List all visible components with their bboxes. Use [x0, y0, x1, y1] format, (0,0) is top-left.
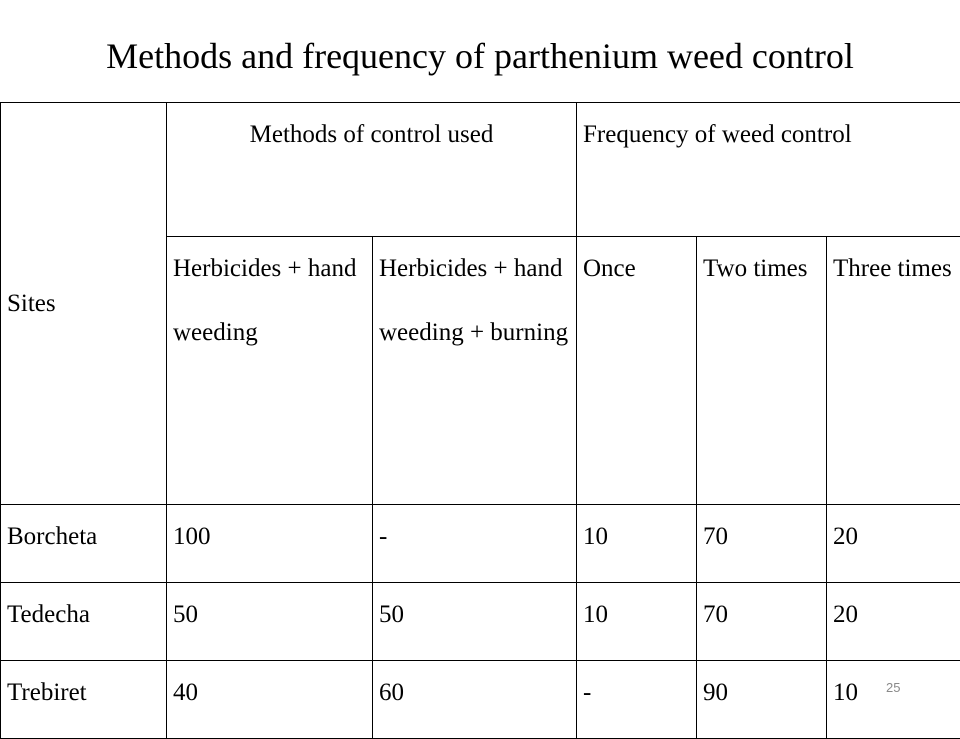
table-cell: 70: [697, 505, 827, 583]
sub-header-herbicides-hand-weeding-burning: Herbicides + hand weeding + burning: [373, 237, 577, 505]
frequency-header: Frequency of weed control: [577, 103, 960, 237]
table-cell: 90: [697, 661, 827, 739]
table-cell: -: [373, 505, 577, 583]
table-row: [1, 505, 960, 583]
sub-header-once: Once: [577, 237, 697, 505]
table-cell: 10: [827, 661, 960, 739]
site-name: Tedecha: [1, 583, 167, 661]
table-cell: 70: [697, 583, 827, 661]
sub-header-herbicides-hand-weeding: Herbicides + hand weeding: [167, 237, 373, 505]
page-number: 25: [886, 680, 900, 695]
table-cell: 40: [167, 661, 373, 739]
table-cell: 100: [167, 505, 373, 583]
methods-header: Methods of control used: [167, 103, 577, 237]
sub-header-three-times: Three times: [827, 237, 960, 505]
table-cell: 10: [577, 583, 697, 661]
table-cell: 50: [167, 583, 373, 661]
table-cell: 50: [373, 583, 577, 661]
table-row: [1, 661, 960, 739]
table-cell: 60: [373, 661, 577, 739]
control-methods-table: [0, 102, 960, 739]
table-cell: 20: [827, 505, 960, 583]
table-cell: -: [577, 661, 697, 739]
sub-header-two-times: Two times: [697, 237, 827, 505]
table-row: [1, 583, 960, 661]
slide-title: Methods and frequency of parthenium weed control: [0, 34, 960, 78]
site-name: Trebiret: [1, 661, 167, 739]
site-name: Borcheta: [1, 505, 167, 583]
sites-header: Sites: [1, 103, 167, 505]
table-cell: 10: [577, 505, 697, 583]
table-cell: 20: [827, 583, 960, 661]
